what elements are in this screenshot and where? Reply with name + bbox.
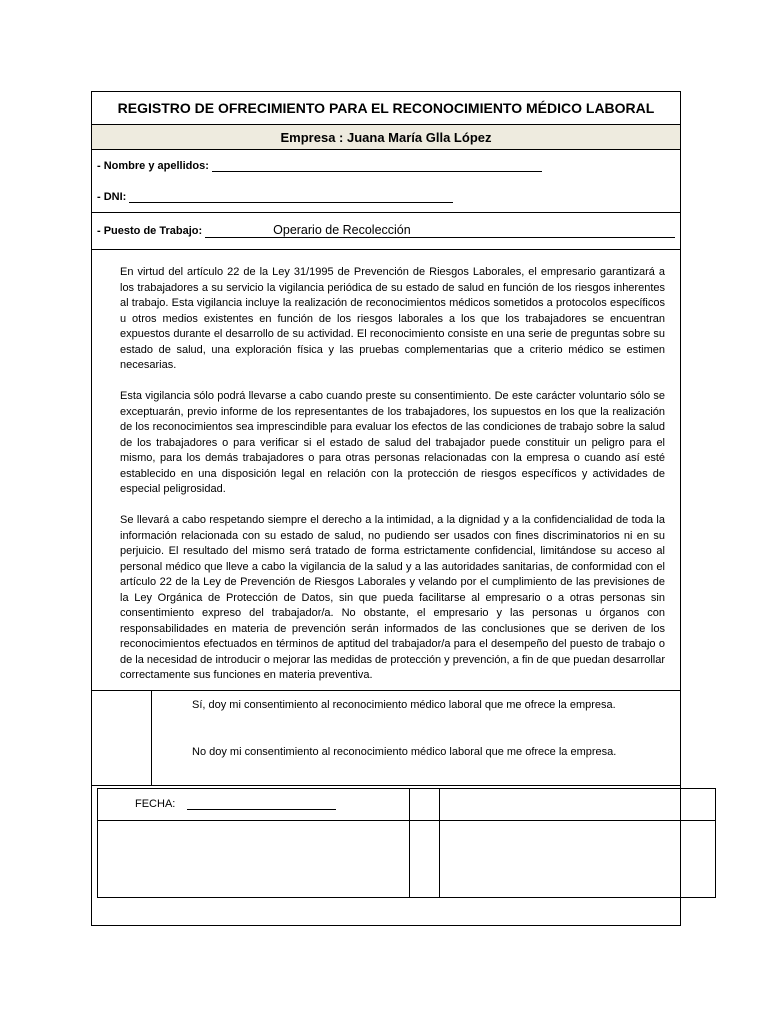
position-line [92,213,680,250]
dni-blank-line [129,192,453,203]
signature-table-row [98,820,716,897]
info-paragraph: En virtud del artículo 22 de la Ley 31/1995 de Prevención de Riesgos Laborales, el empresario garantizará a los trabajadores a su servicio la vigilancia periódica de su estado de salud en función de los riesgos inherentes al trabajo. Esta vigilancia incluye la realización de reconocimientos médicos sometidos a protocolos específicos u otros medios existentes en función de los riesgos laborales a los que los trabajadores se encuentran expuestos durante el desarrollo de su actividad. El reconocimiento consiste en una serie de preguntas sobre su estado de salud, una exploración física y las pruebas complementarias que a criterio médico se estimen necesarias. [120,266,665,371]
identity-section [92,150,680,213]
consent-form [91,91,681,926]
dni-line [92,181,680,212]
date-label: FECHA: [135,798,176,810]
info-paragraph: Se llevará a cabo respetando siempre el derecho a la intimidad, a la dignidad y a la confidencialidad de toda la información relacionada con su estado de salud, no pudiendo ser usados con fines discriminatorios ni en su perjuicio. El resultado del mismo será tratado de forma estrictamente confidencial, limitándose su acceso al personal médico que lleve a cabo la vigilancia de la salud y a las autoridades sanitarias, de conformidad con el artículo 22 de la Ley de Prevención de Riesgos Laborales y velando por el cumplimiento de las previsiones de la Ley Orgánica de Protección de Datos, sin que pueda facilitarse al empresario o a otras personas sin consentimiento expreso del trabajador/a. No obstante, el empresario y las personas u órganos con responsabilidades en materia de prevención serán informados de las conclusiones que se deriven de los reconocimientos efectuados en términos de aptitud del trabajador/a para el desempeño del puesto de trabajo o de la necesidad de introducir o mejorar las medidas de protección y prevención, a fin de que puedan desarrollar correctamente sus funciones en materia preventiva. [120,514,665,681]
position-field: Operario de Recolección [205,223,675,238]
date-cell [98,788,410,820]
position-label: - Puesto de Trabajo: [97,225,203,237]
company-line [281,130,492,145]
consent-option-yes: Sí, doy mi consentimiento al reconocimiento médico laboral que me ofrece la empresa. [192,698,616,711]
signature-table [97,788,716,898]
form-title-row [92,92,680,125]
info-paragraph: Esta vigilancia sólo podrá llevarse a cabo cuando preste su consentimiento. De este carácter voluntario sólo se exceptuarán, previo informe de los representantes de los trabajadores, los supuestos en los que la realización de los reconocimientos sea imprescindible para evaluar los efectos de las condiciones de trabajo sobre la salud de los trabajadores o para verificar si el estado de salud del trabajador puede constituir un peligro para el mismo, para los demás trabajadores o para otras personas relacionadas con la empresa o cuando así esté establecido en una disposición legal en relación con la protección de riesgos específicos y actividades de especial peligrosidad. [120,390,665,495]
signature-header-cell [440,788,716,820]
signature-table-body [98,788,716,897]
consent-section [92,691,680,786]
signature-table-row [98,788,716,820]
consent-options [152,691,616,785]
signature-small-cell [410,788,440,820]
company-label: Empresa : [280,129,344,145]
consent-option-no: No doy mi consentimiento al reconocimiento médico laboral que me ofrece la empresa. [192,745,617,758]
signature-box-small [410,820,440,897]
date-blank-line [187,799,336,810]
signature-box-right [440,820,716,897]
name-label: - Nombre y apellidos: [97,160,209,172]
information-text [92,250,680,691]
name-blank-line [212,161,542,172]
company-band [92,125,680,150]
signature-section [92,786,680,925]
form-title: REGISTRO DE OFRECIMIENTO PARA EL RECONOCIMIENTO MÉDICO LABORAL [117,100,655,116]
name-line [92,150,680,181]
company-name: Juana María Glla López [347,129,492,145]
dni-label: - DNI: [97,191,127,203]
signature-box-left [98,820,410,897]
consent-mark-cell [92,691,152,785]
